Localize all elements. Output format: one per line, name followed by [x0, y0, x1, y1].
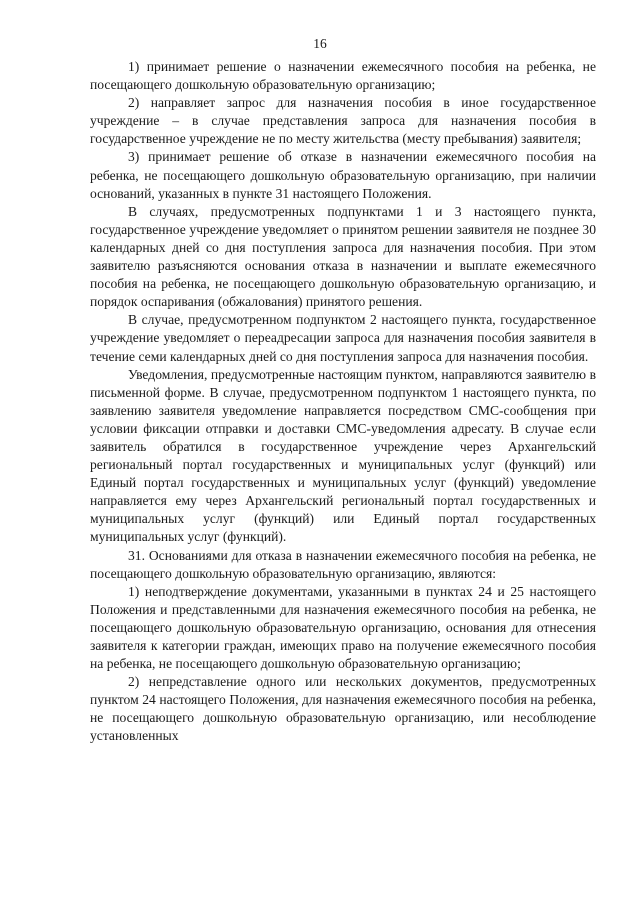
- paragraph: 1) неподтверждение документами, указанными в пунктах 24 и 25 настоящего Положения и представленными для назначения ежемесячного пособия на ребенка, не посещающего дошкольную образовательную организацию, основания для отнесения заявителя к категории граждан, имеющих право на получение ежемесячного пособия на ребенка, не посещающего дошкольную образовательную организацию;: [90, 583, 596, 672]
- paragraph: 3) принимает решение об отказе в назначении ежемесячного пособия на ребенка, не посещающего дошкольную образовательную организацию, при наличии оснований, указанных в пункте 31 настоящего Положения.: [90, 149, 596, 201]
- page-number: 16: [313, 36, 327, 51]
- paragraph: 1) принимает решение о назначении ежемесячного пособия на ребенка, не посещающего дошкольную образовательную организацию;: [90, 59, 596, 93]
- paragraph: Уведомления, предусмотренные настоящим пунктом, направляются заявителю в письменной форме. В случае, предусмотренном подпунктом 1 настоящего пункта, по заявлению заявителя уведомление направляется посредством СМС-сообщения при условии фиксации отправки и доставки СМС-уведомления адресату. В случае если заявитель обратился в государственное учреждение через Архангельский региональный портал государственных и муниципальных услуг (функций) или Единый портал государственных и муниципальных услуг (функций) уведомление направляется ему через Архангельский региональный портал государственных и муниципальных услуг (функций) или Единый портал государственных муниципальных услуг (функций).: [90, 366, 596, 545]
- paragraph-last: 2) непредставление одного или нескольких документов, предусмотренных пунктом 24 настоящего Положения, для назначения ежемесячного пособия на ребенка, не посещающего дошкольную образовательную организацию, или несоблюдение установленных: [90, 674, 596, 744]
- paragraph: В случае, предусмотренном подпунктом 2 настоящего пункта, государственное учреждение уведомляет о переадресации запроса для назначения пособия заявителя в течение семи календарных дней со дня поступления запроса для назначения пособия.: [90, 312, 596, 364]
- paragraph: В случаях, предусмотренных подпунктами 1 и 3 настоящего пункта, государственное учреждение уведомляет о принятом решении заявителя не позднее 30 календарных дней со дня поступления запроса для назначения пособия. При этом заявителю разъясняются основания отказа в назначении и выплате ежемесячного пособия на ребенка, не посещающего дошкольную образовательную организацию, и порядок оспаривания (обжалования) принятого решения.: [90, 203, 596, 310]
- paragraph: 31. Основаниями для отказа в назначении ежемесячного пособия на ребенка, не посещающего дошкольную образовательную организацию, являются:: [90, 547, 596, 581]
- document-body: [90, 58, 596, 746]
- paragraph: 2) направляет запрос для назначения пособия в иное государственное учреждение – в случае представления запроса для назначения пособия в государственное учреждение не по месту жительства (месту пребывания) заявителя;: [90, 95, 596, 147]
